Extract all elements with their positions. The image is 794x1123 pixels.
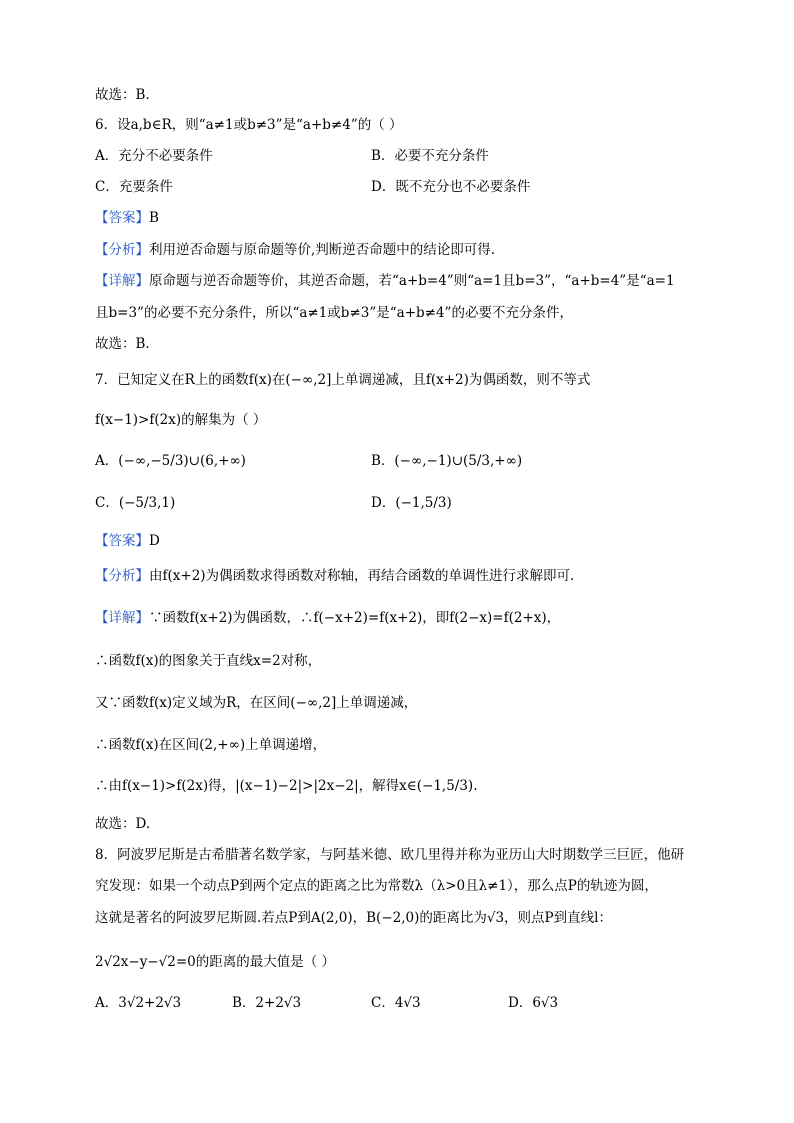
analysis-text: 利用逆否命题与原命题等价,判断逆否命题中的结论即可得. [149,242,496,258]
text-line: 2√2x−y−√2=0的距离的最大值是（ ） [95,954,336,970]
analysis-6 [95,241,495,259]
detail-7 [95,609,560,627]
question-8-stem: 8．阿波罗尼斯是古希腊著名数学家，与阿基米德、欧几里得并称为亚历山大时期数学三巨匠，他研 [95,847,685,863]
text-line: 这就是著名的阿波罗尼斯圆.若点P到A(2,0)，B(−2,0)的距离比为√3，则点P到直线l： [95,910,612,926]
detail-6 [95,272,675,290]
option-8a: A．3√2+2√3 [95,995,182,1011]
option-8d: D．6√3 [508,995,559,1011]
detail-text: 原命题与逆否命题等价，其逆否命题，若“a+b=4”则“a=1且b=3”，“a+b=4”是“a=1 [149,273,675,289]
text-line: 且b=3”的必要不充分条件，所以“a≠1或b≠3”是“a+b≠4”的必要不充分条件， [95,305,573,321]
answer-7 [95,532,160,550]
answer-value: B [149,210,159,226]
text-line: 故选：B. [95,87,150,103]
answer-6 [95,209,159,227]
option-6c: C．充要条件 [95,179,173,195]
option-6a: A．充分不必要条件 [95,148,213,164]
answer-tag: 【答案】 [95,533,149,549]
analysis-tag: 【分析】 [95,242,149,258]
option-6b: B．必要不充分条件 [371,148,489,164]
option-7c: C．(−5/3,1) [95,495,176,511]
analysis-tag: 【分析】 [95,568,149,584]
option-8c: C．4√3 [371,995,421,1011]
option-7a: A．(−∞,−5/3)∪(6,+∞) [95,453,246,469]
option-6d: D．既不充分也不必要条件 [371,179,531,195]
text-line: ∴函数f(x)的图象关于直线x=2对称， [95,653,322,669]
analysis-text: 由f(x+2)为偶函数求得函数对称轴，再结合函数的单调性进行求解即可. [149,568,575,584]
text-line: 究发现：如果一个动点P到两个定点的距离之比为常数λ（λ>0且λ≠1），那么点P的轨迹为圆， [95,878,658,894]
detail-tag: 【详解】 [95,273,149,289]
option-8b: B．2+2√3 [232,995,302,1011]
question-7-stem-cont: f(x−1)>f(2x)的解集为（ ） [95,412,267,428]
text-line: 故选：B. [95,336,150,352]
detail-tag: 【详解】 [95,610,149,626]
answer-value: D [149,533,160,549]
option-7d: D．(−1,5/3) [371,495,452,511]
answer-tag: 【答案】 [95,210,149,226]
detail-text: ∵函数f(x+2)为偶函数，∴f(−x+2)=f(x+2)，即f(2−x)=f(2+x)， [149,610,561,626]
text-line: 又∵函数f(x)定义域为R，在区间(−∞,2]上单调递减， [95,695,418,711]
text-line: ∴函数f(x)在区间(2,+∞)上单调递增， [95,737,327,753]
question-7-stem: 7．已知定义在R上的函数f(x)在(−∞,2]上单调递减，且f(x+2)为偶函数，则不等式 [95,372,591,388]
text-line: 故选：D. [95,816,151,832]
analysis-7 [95,567,574,585]
option-7b: B．(−∞,−1)∪(5/3,+∞) [371,453,523,469]
text-line: ∴由f(x−1)>f(2x)得，|(x−1)−2|>|2x−2|，解得x∈(−1,5/3). [95,778,478,794]
question-6-stem: 6．设a,b∈R，则“a≠1或b≠3”是“a+b≠4”的（ ） [95,117,403,133]
